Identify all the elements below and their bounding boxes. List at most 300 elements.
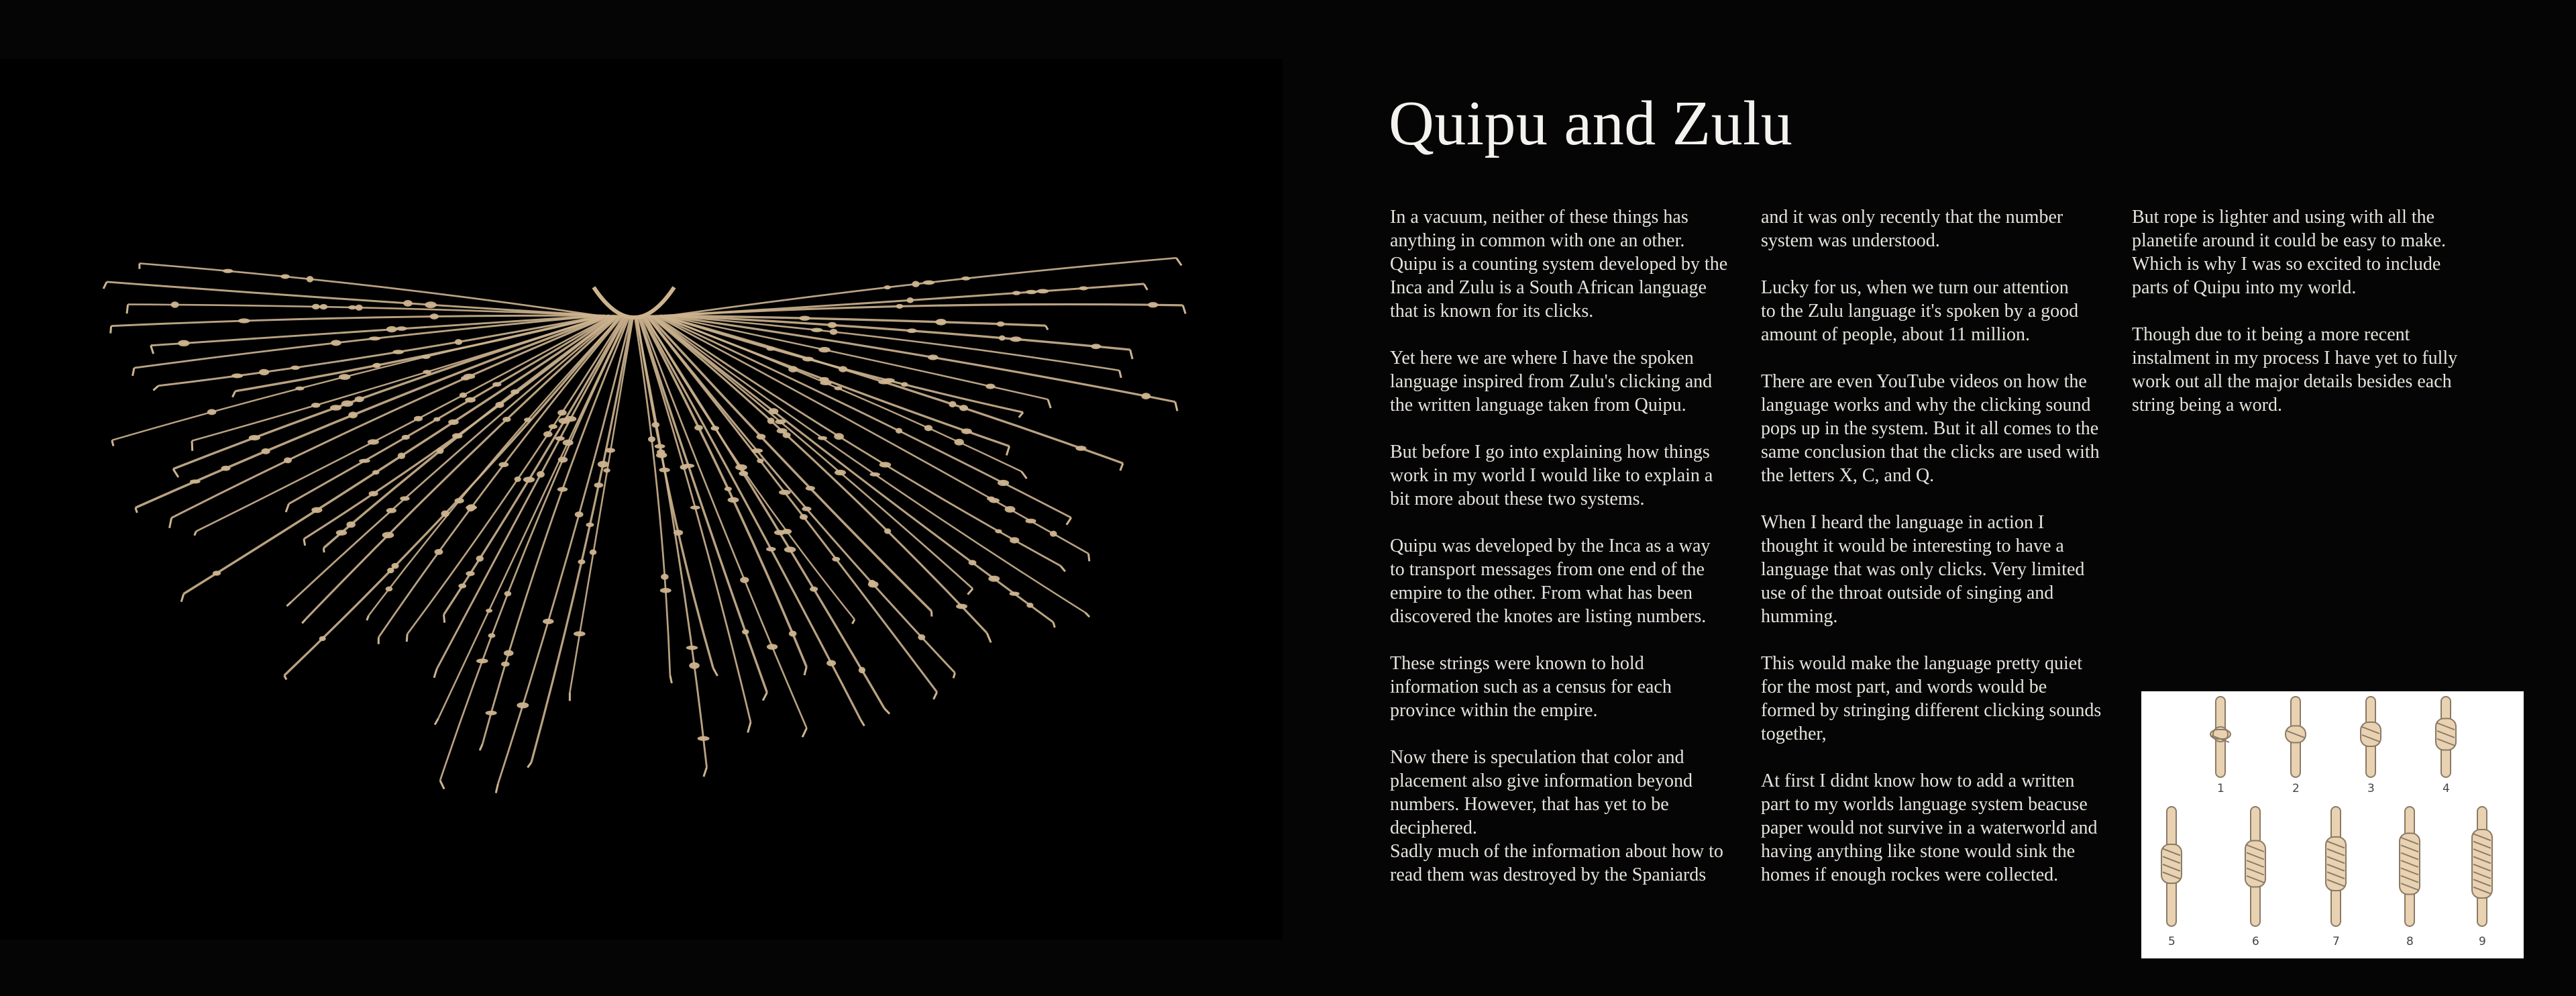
paragraph: There are even YouTube videos on how the language works and why the clicking sound pops up in the system. But it all comes to the same conclusion that the clicks are used with the letters X, C, and Q.: [1761, 371, 2100, 486]
cord-knot: [517, 702, 529, 708]
paragraph: Quipu was developed by the Inca as a way to transport messages from one end of the empire to the other. From what has been discovered the knotes are listing numbers.: [1390, 536, 1711, 627]
cord-tassel: [127, 305, 128, 314]
cord-tassel: [861, 720, 864, 726]
text-column-1: [1390, 205, 1746, 910]
cord-knot: [575, 511, 584, 517]
cord-knot: [492, 382, 501, 387]
paragraph: But rope is lighter and using with all the planetife around it could be easy to make. Which is why I was so excited to include parts of Quipu into my world.: [2132, 207, 2447, 298]
cord-tassel: [1053, 622, 1055, 628]
cord-knot: [655, 444, 665, 449]
cord-tassel: [1175, 402, 1177, 411]
knot-6: [2245, 807, 2265, 926]
cord-knot: [348, 305, 357, 309]
cord-knot: [280, 274, 289, 279]
cord-knot: [421, 354, 430, 358]
cord-knot: [869, 472, 880, 477]
knot-9: [2472, 807, 2492, 926]
paragraph: Lucky for us, when we turn our attention to the Zulu language it's spoken by a good amount of people, about 11 million.: [1761, 277, 2079, 345]
cord-knot: [766, 547, 776, 552]
cord-knot: [374, 363, 381, 368]
cord-knot: [802, 356, 814, 361]
cord-tassel: [763, 693, 767, 701]
cord-knot: [454, 434, 462, 438]
cord-knot: [767, 417, 775, 424]
cord-knot: [523, 477, 535, 483]
cord-knot: [799, 315, 810, 320]
cord-tassel: [713, 668, 717, 677]
cord-knot: [402, 435, 410, 440]
cord-knot: [392, 350, 404, 354]
cord-knot: [221, 466, 231, 471]
cord-knot: [969, 560, 977, 565]
cord-knot: [537, 471, 545, 478]
cord-knot: [403, 300, 413, 307]
cord-knot: [319, 304, 327, 309]
quipu-illustration: [0, 59, 1283, 940]
cord-knot: [954, 439, 963, 446]
cord-tassel: [435, 719, 438, 725]
pendant-cord: [172, 315, 611, 518]
cord-knot: [782, 529, 792, 534]
cord-knot: [565, 416, 577, 421]
cord-knot: [820, 377, 829, 382]
cord-tassel: [232, 391, 235, 397]
primary-cord: [594, 287, 674, 317]
cord-knot: [682, 464, 694, 468]
pendant-cord: [192, 315, 608, 441]
cord-knot: [985, 384, 995, 389]
cord-knot: [465, 397, 476, 403]
cord-knot: [648, 436, 655, 442]
cord-knot: [476, 556, 484, 562]
cord-knot: [504, 650, 514, 656]
cord-knot: [524, 417, 531, 422]
cord-tassel: [1144, 284, 1147, 290]
cord-knot: [884, 285, 891, 289]
pendant-cord: [107, 282, 598, 315]
cord-tassel: [304, 539, 305, 546]
pendant-cord: [636, 315, 707, 767]
cord-knot: [777, 428, 788, 434]
cord-knot: [590, 550, 597, 555]
paragraph: But before I go into explaining how things work in my world I would like to explain a bit more about these two systems.: [1390, 442, 1713, 509]
cord-tassel: [802, 728, 806, 737]
cord-knot: [690, 505, 700, 509]
pendant-cord: [378, 315, 623, 638]
cord-tassel: [434, 669, 437, 678]
cord-knot: [959, 405, 968, 411]
cord-tassel: [323, 548, 324, 553]
cord-tassel: [1120, 463, 1123, 470]
cord-tassel: [1019, 412, 1023, 417]
pendant-cord: [151, 315, 602, 346]
cord-knot: [372, 470, 380, 475]
cord-knot: [694, 425, 703, 430]
cord-knot: [806, 486, 815, 491]
cord-knot: [1010, 336, 1022, 342]
cord-knot: [238, 318, 250, 323]
cord-tassel: [480, 744, 482, 750]
cord-knot: [956, 604, 967, 609]
cord-knot: [767, 644, 777, 650]
cord-knot: [259, 369, 269, 375]
cord-tassel: [1130, 350, 1132, 359]
cord-tassel: [173, 469, 178, 477]
cord-tassel: [286, 504, 288, 512]
cord-knot: [249, 435, 260, 440]
cord-knot: [448, 419, 459, 425]
cord-knot: [348, 411, 358, 418]
cord-tassel: [953, 673, 955, 679]
knot-label-3: 3: [2367, 782, 2375, 795]
cord-knot: [486, 609, 492, 613]
cord-knot: [711, 426, 720, 431]
cord-knot: [498, 462, 508, 467]
cord-knot: [543, 431, 553, 437]
knot-7: [2326, 807, 2346, 926]
cord-knot: [578, 559, 585, 564]
cord-knot: [386, 587, 393, 591]
cord-knot: [757, 434, 766, 440]
cord-knot: [999, 336, 1006, 341]
knot-2: [2286, 697, 2306, 777]
knot-5: [2161, 807, 2182, 926]
cord-tassel: [934, 692, 937, 699]
cord-knot: [935, 319, 946, 324]
cord-knot: [387, 568, 394, 574]
cord-tassel: [1006, 446, 1009, 456]
paragraph: At first I didnt know how to add a written part to my worlds language system beacuse paper would not survive in a waterworld and having anything like stone would sink the homes if enough rockes were collected.: [1761, 770, 2098, 885]
cord-knot: [336, 530, 347, 535]
cord-knot: [346, 521, 356, 528]
cord-tassel: [170, 518, 172, 528]
cord-knot: [802, 507, 811, 511]
cord-knot: [430, 313, 439, 319]
cord-knot: [751, 448, 763, 453]
cord-tassel: [987, 633, 991, 642]
knot-diagram: [2141, 691, 2524, 958]
cord-tassel: [1048, 399, 1051, 408]
cord-knot: [501, 662, 510, 667]
cord-knot: [834, 433, 844, 440]
cord-knot: [386, 326, 397, 332]
cord-tassel: [181, 594, 184, 602]
cord-knot: [961, 428, 972, 434]
cord-knot: [355, 396, 364, 402]
cord-tassel: [103, 282, 107, 289]
cord-knot: [811, 328, 822, 332]
cord-knot: [1010, 537, 1019, 543]
pendant-cord: [645, 315, 855, 619]
cord-knot: [988, 576, 1000, 582]
cord-knot: [598, 461, 608, 468]
cord-tassel: [670, 675, 672, 683]
cord-knot: [386, 508, 396, 513]
pendant-cord: [650, 315, 987, 633]
cord-knot: [740, 577, 749, 583]
cord-tassel: [885, 709, 890, 714]
cord-knot: [906, 297, 914, 303]
cord-knot: [549, 424, 557, 429]
knot-8: [2400, 807, 2420, 926]
cord-knot: [769, 408, 779, 414]
cord-knot: [455, 498, 464, 503]
cord-knot: [1026, 519, 1036, 524]
paragraph: Now there is speculation that color and placement also give information beyond numbers. However, that has yet to be deciphered. Sadly much of the information about how to read them was destroyed by the Spaniards: [1390, 747, 1723, 885]
cord-knot: [686, 646, 698, 650]
knot-label-1: 1: [2217, 782, 2224, 795]
cord-tassel: [444, 615, 445, 623]
cord-knot: [674, 530, 683, 536]
cord-knot: [901, 382, 908, 387]
cord-knot: [1026, 290, 1037, 294]
cord-knot: [231, 373, 243, 378]
cord-knot: [460, 393, 467, 398]
paragraph: These strings were known to hold information such as a census for each province within the empire.: [1390, 653, 1672, 721]
cord-knot: [660, 588, 672, 593]
cord-knot: [997, 321, 1005, 327]
cord-knot: [924, 425, 932, 431]
cord-knot: [437, 448, 444, 454]
paragraph: When I heard the language in action I thought it would be interesting to have a language that was only clicks. Very limited use of the throat outside of singing and humming.: [1761, 512, 2085, 627]
cord-knot: [435, 549, 443, 555]
cord-tassel: [1061, 566, 1065, 571]
text-column-2: [1761, 205, 2116, 910]
cord-knot: [907, 328, 917, 333]
cord-knot: [515, 477, 521, 482]
cord-knot: [400, 496, 410, 501]
cord-knot: [961, 277, 970, 281]
cord-knot: [511, 389, 519, 394]
cord-knot: [884, 528, 891, 534]
cord-knot: [603, 468, 610, 473]
cord-knot: [488, 634, 495, 638]
cord-tassel: [496, 783, 498, 793]
cord-tassel: [154, 386, 158, 391]
cord-knot: [835, 470, 846, 475]
cord-knot: [425, 301, 437, 308]
cord-knot: [728, 497, 739, 503]
cord-tassel: [440, 781, 444, 789]
cord-knot: [504, 591, 512, 597]
cord-knot: [949, 401, 956, 408]
cord-knot: [558, 456, 568, 462]
cord-knot: [698, 736, 710, 741]
cord-knot: [1091, 344, 1101, 349]
cord-knot: [178, 340, 189, 346]
cord-knot: [476, 658, 488, 663]
cord-knot: [995, 529, 1002, 533]
cord-knot: [594, 483, 603, 488]
pendant-cord: [658, 315, 1022, 472]
cord-knot: [311, 403, 321, 408]
knot-1: [2210, 697, 2231, 777]
cord-knot: [557, 487, 568, 492]
cord-knot: [896, 428, 902, 434]
cord-knot: [382, 532, 394, 538]
cord-tassel: [527, 762, 531, 768]
cord-tassel: [852, 619, 855, 624]
pendant-cord: [637, 315, 713, 668]
cord-knot: [359, 459, 370, 463]
cord-knot: [883, 378, 895, 383]
cord-knot: [290, 366, 300, 370]
cord-knot: [339, 374, 350, 380]
knot-label-8: 8: [2406, 935, 2414, 948]
cord-knot: [311, 507, 322, 513]
cord-knot: [828, 322, 837, 328]
cord-tassel: [1067, 517, 1071, 525]
cord-knot: [879, 462, 892, 467]
cord-knot: [341, 401, 354, 407]
cord-knot: [1012, 291, 1020, 295]
cord-tassel: [151, 346, 154, 354]
cord-knot: [605, 448, 615, 452]
cord-tassel: [748, 722, 751, 732]
cord-knot: [369, 491, 378, 496]
cord-knot: [330, 405, 341, 411]
cord-tassel: [286, 602, 291, 606]
cord-knot: [1050, 531, 1057, 537]
cord-knot: [661, 574, 669, 580]
cord-tassel: [302, 619, 305, 624]
knot-label-2: 2: [2292, 782, 2300, 795]
cord-knot: [735, 464, 747, 470]
cord-knot: [502, 417, 511, 422]
cord-knot: [1010, 591, 1020, 595]
cord-tassel: [112, 440, 113, 446]
cord-knot: [368, 439, 379, 444]
paragraph: Though due to it being a more recent instalment in my process I have yet to fully work out all the major details besides each string being a word.: [2132, 324, 2458, 415]
pendant-cord: [407, 315, 624, 634]
knot-label-7: 7: [2332, 935, 2340, 948]
knot-label-4: 4: [2443, 782, 2450, 795]
text-column-3: [2132, 205, 2487, 440]
cord-tassel: [136, 507, 138, 513]
cord-tassel: [804, 667, 806, 675]
cord-knot: [555, 436, 565, 441]
cord-knot: [461, 376, 470, 381]
cord-knot: [586, 523, 594, 528]
cord-knot: [171, 301, 179, 308]
cord-tassel: [967, 589, 973, 595]
cord-knot: [190, 479, 201, 483]
cord-knot: [987, 497, 995, 501]
knot-label-6: 6: [2252, 935, 2259, 948]
knot-3: [2361, 697, 2381, 777]
cord-tassel: [1183, 305, 1185, 314]
cord-tassel: [704, 767, 707, 777]
cord-knot: [868, 581, 879, 588]
cord-knot: [458, 583, 466, 588]
pendant-cord: [635, 315, 670, 675]
cord-knot: [1075, 446, 1086, 451]
cord-knot: [391, 563, 398, 569]
cord-knot: [433, 417, 440, 421]
quipu-photo: [0, 59, 1283, 940]
cord-knot: [835, 386, 843, 390]
cord-knot: [284, 457, 292, 463]
cord-knot: [784, 546, 796, 552]
cord-tassel: [367, 615, 369, 620]
paragraph: In a vacuum, neither of these things has anything in common with one an other. Quipu is a counting system developed by the Inca and Zulu is a South African language that is known for its clicks.: [1390, 207, 1728, 321]
pendant-cord: [647, 315, 955, 673]
cord-tassel: [195, 532, 197, 536]
cord-knot: [1148, 302, 1158, 307]
cord-tassel: [1022, 472, 1027, 479]
cord-knot: [830, 329, 838, 335]
cord-knot: [486, 711, 497, 715]
cord-knot: [414, 416, 423, 421]
cord-knot: [810, 587, 818, 592]
cord-knot: [396, 326, 407, 331]
cord-knot: [896, 304, 903, 309]
cord-tassel: [284, 675, 286, 679]
cord-knot: [818, 436, 827, 440]
cord-knot: [826, 660, 836, 666]
cord-tassel: [1177, 258, 1182, 265]
knot-label-5: 5: [2168, 935, 2176, 948]
cord-knot: [912, 281, 919, 287]
cord-knot: [369, 336, 381, 340]
knot-label-9: 9: [2479, 935, 2486, 948]
cord-tassel: [192, 441, 193, 451]
cord-knot: [742, 630, 749, 635]
paragraph: This would make the language pretty quiet for the most part, and words would be formed by stringing different clicking sounds together,: [1761, 653, 2102, 744]
cord-knot: [1037, 289, 1049, 293]
cord-knot: [800, 514, 808, 519]
cord-knot: [574, 632, 586, 637]
cord-knot: [859, 667, 865, 673]
cord-knot: [757, 458, 763, 463]
knot-4: [2436, 697, 2456, 777]
cord-tassel: [1046, 326, 1048, 330]
cord-knot: [724, 487, 732, 491]
cord-knot: [1026, 603, 1033, 608]
page-title: Quipu and Zulu: [1389, 89, 1793, 158]
cord-knot: [312, 304, 320, 309]
cord-knot: [213, 570, 221, 575]
cord-knot: [832, 557, 840, 562]
cord-knot: [923, 281, 934, 285]
cord-knot: [928, 354, 938, 360]
cord-knot: [307, 276, 314, 283]
cord-knot: [779, 490, 791, 495]
cord-knot: [262, 448, 270, 454]
cord-tassel: [1120, 370, 1122, 378]
cord-knot: [331, 340, 341, 346]
cord-knot: [789, 631, 796, 637]
cord-tassel: [1085, 613, 1089, 617]
cord-knot: [223, 269, 233, 273]
cord-knot: [466, 571, 474, 577]
cord-knot: [398, 452, 405, 459]
cord-knot: [657, 450, 665, 455]
paragraph: and it was only recently that the number system was understood.: [1761, 207, 2063, 251]
cord-knot: [767, 346, 775, 351]
cord-knot: [689, 662, 700, 669]
knot-types-figure: [2141, 691, 2524, 958]
cord-knot: [543, 619, 554, 624]
pendant-cord: [284, 315, 621, 675]
cord-knot: [466, 505, 477, 509]
cord-knot: [1005, 506, 1016, 513]
cord-knot: [455, 339, 462, 345]
cord-knot: [998, 480, 1009, 486]
cord-knot: [818, 347, 830, 352]
cord-tassel: [133, 368, 134, 376]
paragraph: Yet here we are where I have the spoken language inspired from Zulu's clicking and the written language taken from Quipu.: [1390, 348, 1713, 415]
